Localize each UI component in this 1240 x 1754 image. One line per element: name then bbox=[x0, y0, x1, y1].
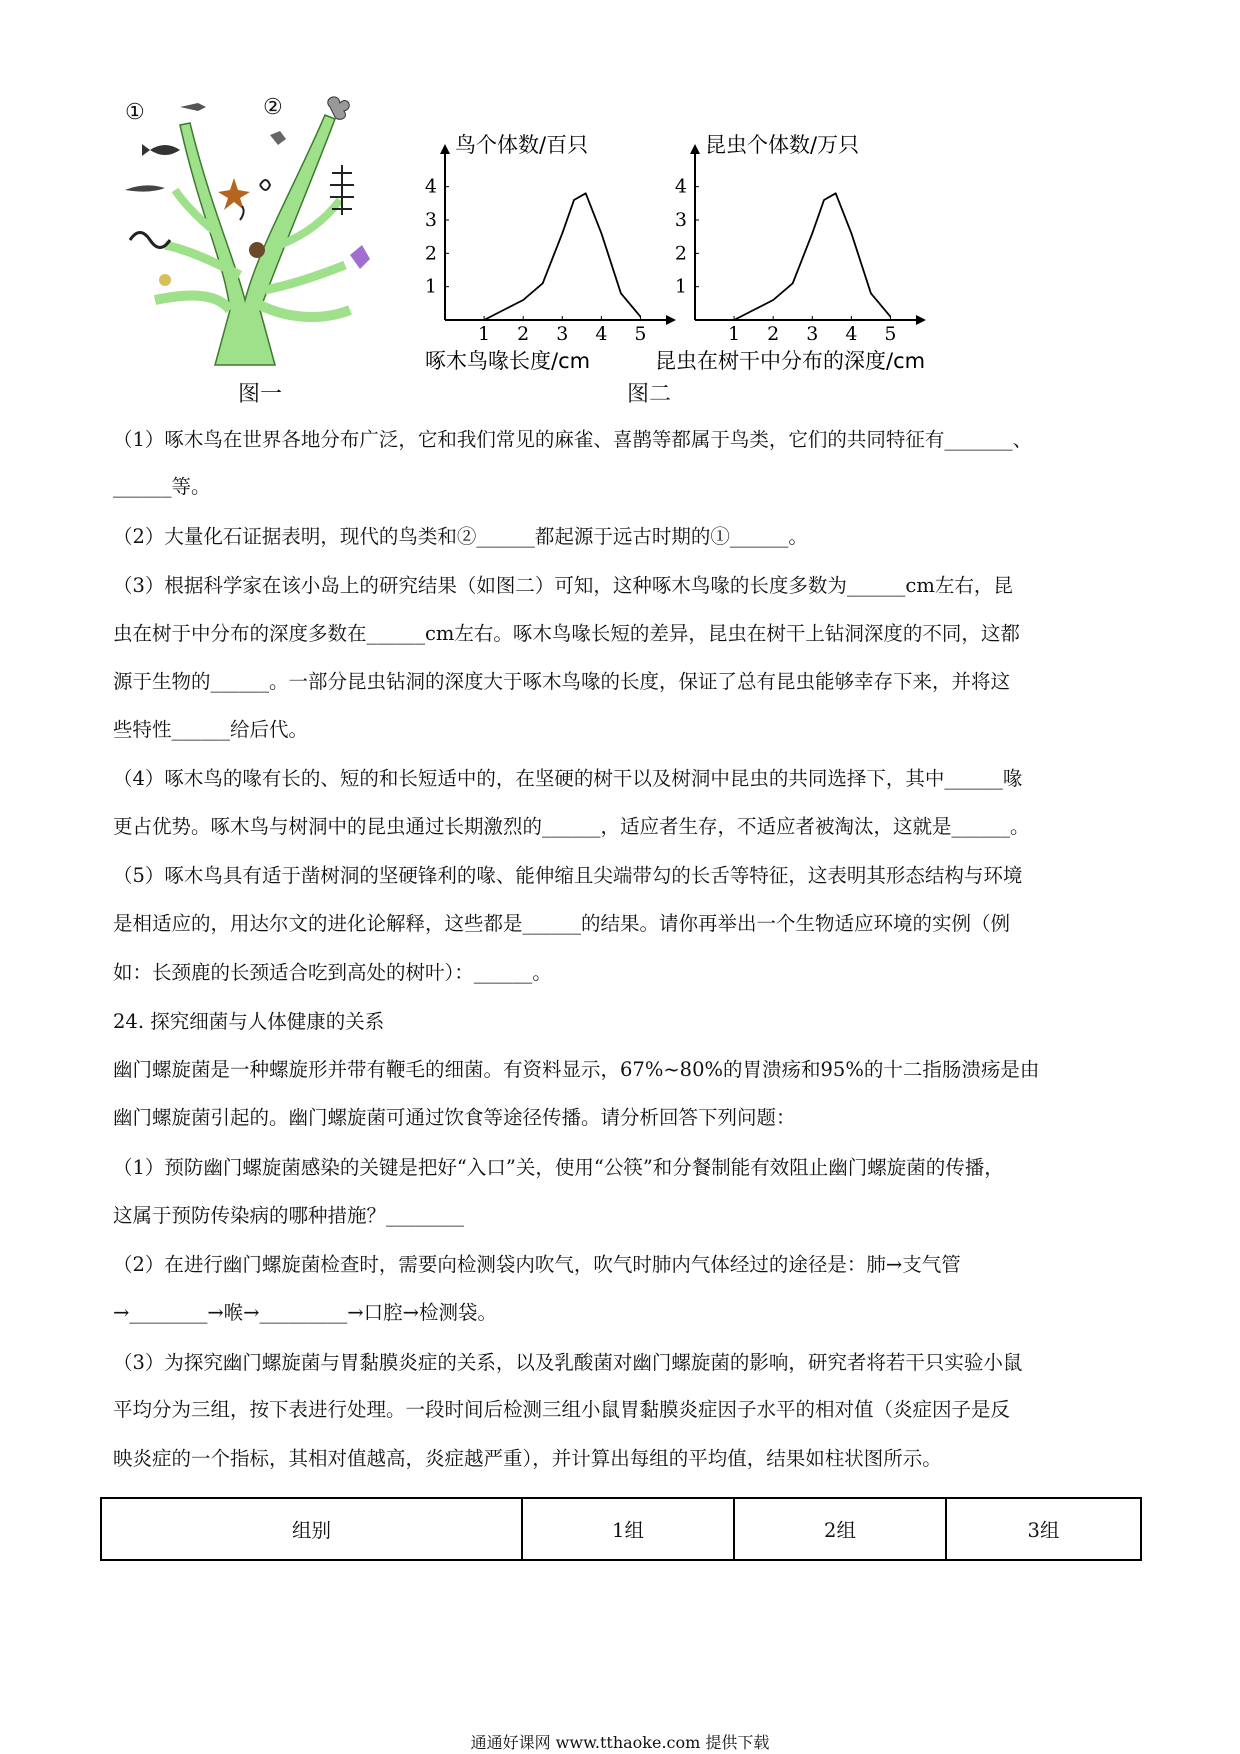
y-tick-label: 3 bbox=[424, 209, 437, 231]
x-tick-label: 4 bbox=[845, 323, 858, 345]
shell-icon bbox=[260, 180, 270, 190]
table-header-3: 3组 bbox=[946, 1498, 1141, 1560]
bird-beak-length-chart bbox=[415, 133, 675, 373]
x-tick-label: 4 bbox=[595, 323, 608, 345]
y-tick-label: 4 bbox=[674, 175, 687, 198]
x-tick-label: 3 bbox=[556, 323, 569, 345]
y-axis-label: 昆虫个体数/万只 bbox=[705, 133, 860, 157]
y-tick-label: 1 bbox=[424, 275, 437, 298]
figure-1-label: 图一 bbox=[238, 382, 283, 407]
x-tick-label: 1 bbox=[728, 323, 741, 345]
x-axis-label: 啄木鸟喙长度/cm bbox=[425, 349, 591, 373]
text-line: 是相适应的，用达尔文的进化论解释，这些都是______的结果。请你再举出一个生物适应环境的实例（例 bbox=[113, 912, 1011, 935]
text-line: 源于生物的______。一部分昆虫钻洞的深度大于啄木鸟喙的长度，保证了总有昆虫能够幸存下来，并将这 bbox=[113, 670, 1011, 693]
text-line: （4）啄木鸟的喙有长的、短的和长短适中的，在坚硬的树干以及树洞中昆虫的共同选择下，其中______喙 bbox=[113, 767, 1023, 790]
text-line: （3）为探究幽门螺旋菌与胃黏膜炎症的关系，以及乳酸菌对幽门螺旋菌的影响，研究者将若干只实验小鼠 bbox=[113, 1351, 1023, 1374]
worm-icon bbox=[130, 233, 170, 248]
text-line: （1）预防幽门螺旋菌感染的关键是把好“入口”关，使用“公筷”和分餐制能有效阻止幽门螺旋菌的传播， bbox=[113, 1156, 1004, 1179]
text-line: 幽门螺旋菌是一种螺旋形并带有鞭毛的细菌。有资料显示，67%~80%的胃溃疡和95%的十二指肠溃疡是由 bbox=[113, 1058, 1040, 1081]
page-footer: 通通好课网 www.tthaoke.com 提供下载 bbox=[470, 1733, 770, 1752]
x-tick-label: 3 bbox=[806, 323, 819, 345]
moss-icon bbox=[270, 131, 286, 145]
lizard-icon bbox=[125, 185, 165, 191]
text-line: 更占优势。啄木鸟与树洞中的昆虫通过长期激烈的______，适应者生存，不适应者被淘汰，这就是______。 bbox=[113, 815, 1030, 838]
tree-trunk bbox=[180, 115, 335, 365]
text-line: （3）根据科学家在该小岛上的研究结果（如图二）可知，这种啄木鸟喙的长度多数为______cm左右，昆 bbox=[113, 574, 1013, 597]
evolution-tree-figure bbox=[120, 95, 390, 365]
x-axis-arrow bbox=[916, 315, 926, 325]
text-line: 幽门螺旋菌引起的。幽门螺旋菌可通过饮食等途径传播。请分析回答下列问题： bbox=[113, 1106, 796, 1129]
plant-icon bbox=[350, 245, 370, 269]
text-line: 24. 探究细菌与人体健康的关系 bbox=[113, 1010, 385, 1033]
text-line: 平均分为三组，按下表进行处理。一段时间后检测三组小鼠胃黏膜炎症因子水平的相对值（炎症因子是反 bbox=[113, 1398, 1011, 1421]
table-header-group: 组别 bbox=[101, 1498, 522, 1560]
text-line: →________→喉→_________→口腔→检测袋。 bbox=[113, 1301, 497, 1324]
tree-marker-2: ② bbox=[263, 95, 283, 120]
tree-marker-1: ① bbox=[125, 100, 145, 125]
x-tick-label: 2 bbox=[517, 323, 530, 345]
starfish-icon bbox=[218, 178, 250, 210]
y-tick-label: 3 bbox=[674, 209, 687, 231]
x-tick-label: 2 bbox=[767, 323, 780, 345]
text-line: ______等。 bbox=[113, 475, 211, 498]
group-table bbox=[100, 1497, 1142, 1561]
frog-icon bbox=[159, 274, 171, 286]
text-line: （1）啄木鸟在世界各地分布广泛，它和我们常见的麻雀、喜鹊等都属于鸟类，它们的共同特征有_______、 bbox=[113, 428, 1033, 451]
y-axis-arrow bbox=[440, 144, 450, 154]
text-line: （2）在进行幽门螺旋菌检查时，需要向检测袋内吹气，吹气时肺内气体经过的途径是：肺→支气管 bbox=[113, 1253, 961, 1276]
text-line: 这属于预防传染病的哪种措施？________ bbox=[113, 1204, 465, 1227]
y-tick-label: 2 bbox=[674, 242, 687, 265]
x-tick-label: 5 bbox=[634, 323, 647, 345]
text-line: （5）啄木鸟具有适于凿树洞的坚硬锋利的喙、能伸缩且尖端带勾的长舌等特征，这表明其形态结构与环境 bbox=[113, 864, 1023, 887]
series-line bbox=[484, 193, 640, 320]
fish-icon bbox=[142, 144, 180, 156]
flower-icon bbox=[328, 97, 349, 119]
text-line: 如：长颈鹿的长颈适合吃到高处的树叶）：______。 bbox=[113, 961, 552, 984]
x-tick-label: 1 bbox=[478, 323, 491, 345]
bird-icon bbox=[180, 103, 206, 111]
y-tick-label: 1 bbox=[674, 275, 687, 298]
table-header-1: 1组 bbox=[522, 1498, 734, 1560]
insect-depth-chart bbox=[655, 133, 926, 373]
figure-2-label: 图二 bbox=[627, 382, 672, 407]
series-line bbox=[734, 193, 890, 320]
x-tick-label: 5 bbox=[884, 323, 897, 345]
sea-anemone-icon bbox=[249, 242, 265, 258]
y-axis-label: 鸟个体数/百只 bbox=[455, 133, 589, 157]
y-tick-label: 2 bbox=[424, 242, 437, 265]
x-axis-label: 昆虫在树干中分布的深度/cm bbox=[655, 349, 926, 373]
y-axis-arrow bbox=[690, 144, 700, 154]
table-header-2: 2组 bbox=[734, 1498, 946, 1560]
table-row bbox=[101, 1498, 1141, 1560]
y-tick-label: 4 bbox=[424, 175, 437, 198]
figure-area bbox=[120, 95, 980, 415]
text-line: 虫在树于中分布的深度多数在______cm左右。啄木鸟喙长短的差异，昆虫在树干上钻洞深度的不同，这都 bbox=[113, 622, 1020, 645]
text-line: 些特性______给后代。 bbox=[113, 718, 309, 741]
text-line: 映炎症的一个指标，其相对值越高，炎症越严重），并计算出每组的平均值，结果如柱状图所示。 bbox=[113, 1447, 942, 1470]
text-line: （2）大量化石证据表明，现代的鸟类和②______都起源于远古时期的①______。 bbox=[113, 525, 808, 548]
